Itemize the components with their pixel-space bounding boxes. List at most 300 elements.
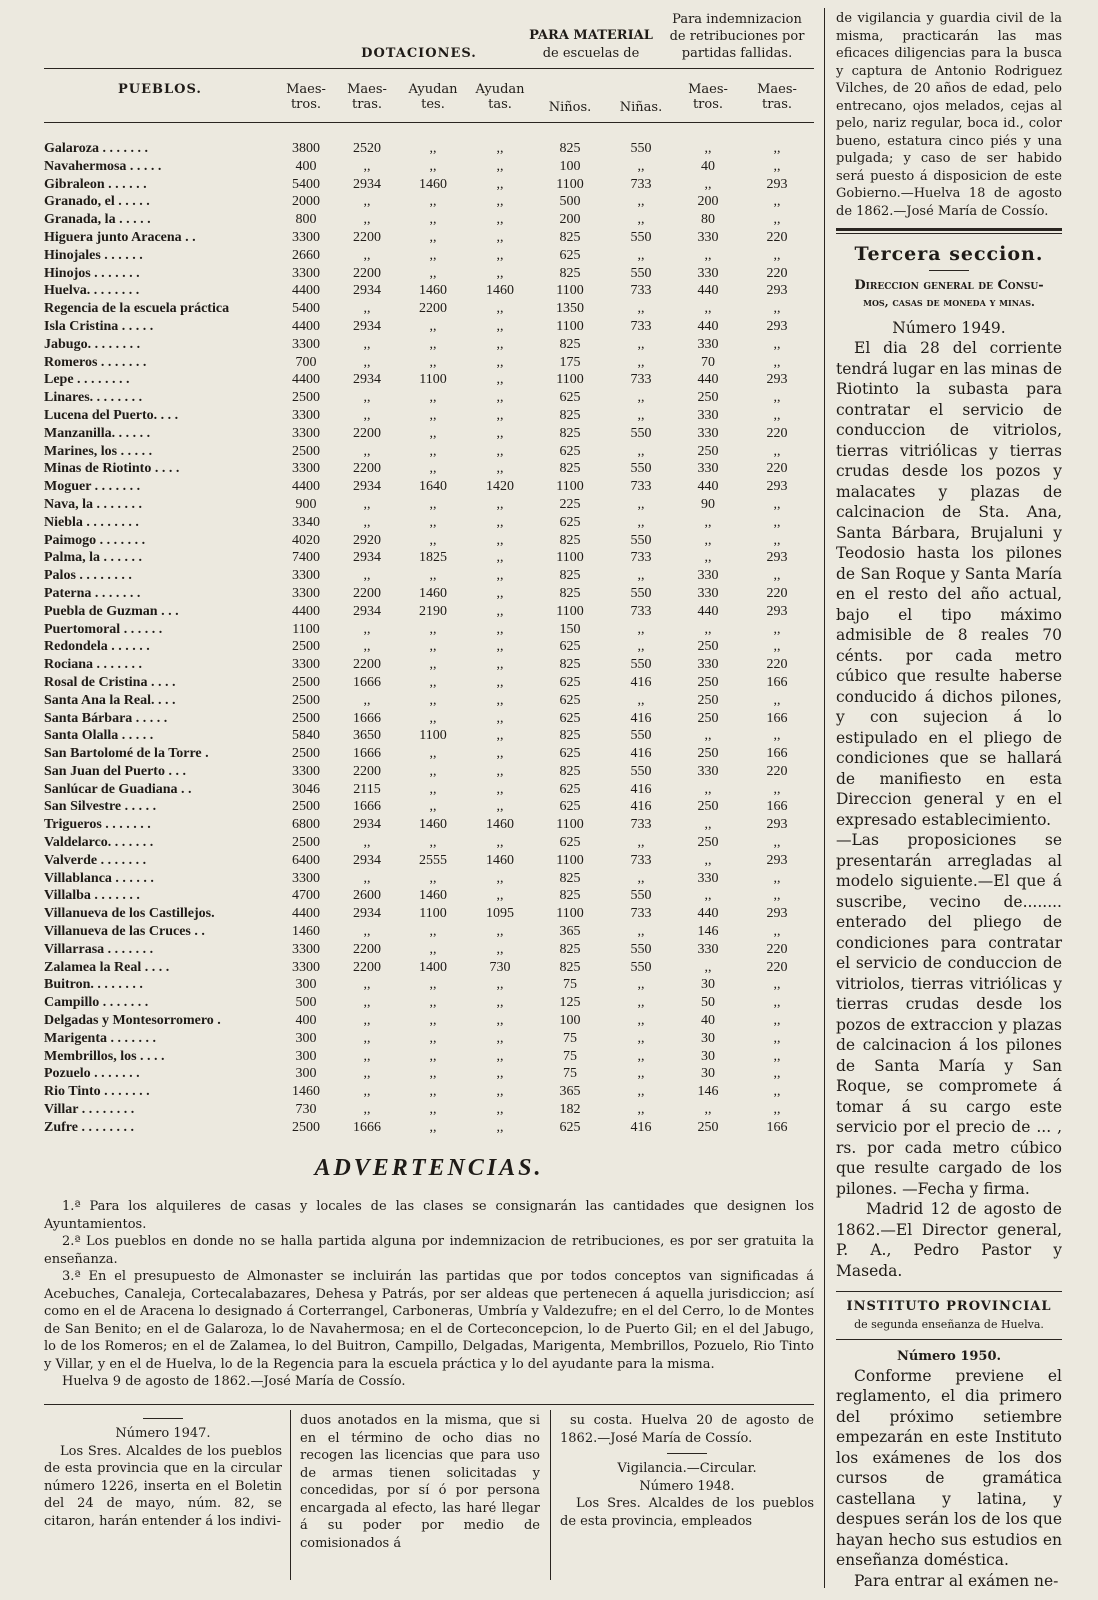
value-cell: 250 [697,1119,719,1135]
value-cell: 440 [697,603,719,619]
value-cell: ,, [496,212,504,228]
value-cell: 625 [559,692,581,708]
value-cell: 80 [701,212,715,228]
value-cell: 30 [701,977,715,993]
value-cell: ,, [496,977,504,993]
advertencia-1: 1.ª Para los alquileres de casas y locales de las clases se consignarán las cantidades que designen los Ayuntamientos. [44,1199,814,1232]
notice-1949-number: Número 1949. [892,318,1006,337]
value-cell: ,, [496,728,504,744]
value-cell: 6400 [292,852,320,868]
value-cell: ,, [429,692,437,708]
value-cell: ,, [637,1048,645,1064]
value-cell: 825 [559,229,581,245]
pueblo-name: Sanlúcar de Guadiana . . [44,781,192,797]
value-cell: 70 [701,354,715,370]
value-cell: 5840 [292,728,320,744]
value-cell: 2600 [353,888,381,904]
header-col-4: Ayudan tas. [475,82,525,112]
value-cell: 1100 [556,318,584,334]
value-cell: 2934 [353,906,381,922]
pueblo-name: Villanueva de los Castillejos. [44,906,215,922]
table-row [44,1065,812,1083]
value-cell: ,, [704,550,712,566]
value-cell: ,, [363,1102,371,1118]
value-cell: ,, [704,817,712,833]
value-cell: ,, [637,621,645,637]
advertencias-title: ADVERTENCIAS. [314,1155,544,1181]
value-cell: 625 [559,514,581,530]
value-cell: ,, [496,621,504,637]
value-cell: 2200 [353,229,381,245]
value-cell: ,, [363,1013,371,1029]
pueblo-name: Puebla de Guzman . . . [44,603,179,619]
value-cell: ,, [363,621,371,637]
pueblo-name: Villarrasa . . . . . . . [44,941,154,957]
table-row [44,265,812,283]
value-cell: 825 [559,461,581,477]
value-cell: ,, [429,568,437,584]
value-cell: ,, [496,1048,504,1064]
value-cell: ,, [496,461,504,477]
value-cell: 1666 [353,1119,381,1135]
value-cell: ,, [496,603,504,619]
pueblo-name: Moguer . . . . . . . [44,479,141,495]
value-cell: 550 [630,657,652,673]
pueblo-name: Campillo . . . . . . . [44,995,149,1011]
notice-1949-text: El dia 28 del corriente tendrá lugar en las minas de Riotinto la subasta para contratar el servicio de conduccion de vitriolos, tierras vitriólicas y tierras crudas desde los pozos y malacates y plazas de calcinacion de Sta. Ana, Santa Bárbara, Brujaluni y Teodosio hasta los pilones de San Roque y Santa María en el resto del año actual, bajo el tipo máximo admisible de 8 reales 70 cénts. por cada metro cúbico que resulte haberse conducido á dichos pilones, y con sujecion á lo estipulado en el pliego de condiciones que se hallará de manifiesto en esta Direccion general y en el expresado establecimiento. [836,339,1062,829]
value-cell: 1825 [419,550,447,566]
value-cell: 550 [630,941,652,957]
value-cell: 293 [766,283,788,299]
section-title: Tercera seccion. [854,243,1044,265]
table-row [44,674,812,692]
header-indemn-1: Para indemnizacion [672,12,802,27]
value-cell: ,, [363,390,371,406]
value-cell: 220 [766,461,788,477]
instituto-subtitle: de segunda enseñanza de Huelva. [854,1317,1044,1331]
value-cell: 3300 [292,763,320,779]
pueblo-name: Nava, la . . . . . . . [44,496,142,512]
value-cell: ,, [363,354,371,370]
value-cell: 2934 [353,479,381,495]
value-cell: ,, [429,1066,437,1082]
header-pueblos: PUEBLOS. [118,82,202,97]
table-row [44,478,812,496]
table-row [44,1083,812,1101]
table-row [44,976,812,994]
value-cell: ,, [429,354,437,370]
table-row [44,870,812,888]
value-cell: 2934 [353,283,381,299]
value-cell: ,, [429,496,437,512]
value-cell: ,, [429,835,437,851]
value-cell: 550 [630,532,652,548]
value-cell: 5400 [292,176,320,192]
pueblo-name: Delgadas y Montesorromero . [44,1013,221,1029]
value-cell: 416 [630,799,652,815]
value-cell: ,, [637,247,645,263]
table-row [44,158,812,176]
value-cell: 220 [766,941,788,957]
value-cell: 220 [766,657,788,673]
table-row [44,763,812,781]
value-cell: 2200 [353,657,381,673]
value-cell: ,, [773,639,781,655]
value-cell: ,, [704,781,712,797]
value-cell: 250 [697,746,719,762]
pueblo-name: Villalba . . . . . . . [44,888,140,904]
value-cell: 330 [697,265,719,281]
value-cell: 330 [697,568,719,584]
value-cell: 625 [559,1119,581,1135]
value-cell: 146 [697,1084,719,1100]
table-row [44,1101,812,1119]
value-cell: 2555 [419,852,447,868]
value-cell: ,, [637,496,645,512]
value-cell: 166 [766,1119,788,1135]
value-cell: ,, [363,1030,371,1046]
value-cell: 1100 [419,728,447,744]
value-cell: ,, [637,835,645,851]
value-cell: ,, [496,407,504,423]
value-cell: 293 [766,176,788,192]
pueblo-name: San Bartolomé de la Torre . [44,746,209,762]
pueblo-name: Rio Tinto . . . . . . . [44,1084,150,1100]
table-row [44,692,812,710]
value-cell: 400 [295,158,317,174]
value-cell: ,, [704,852,712,868]
value-cell: 1460 [419,817,447,833]
vigilancia-heading: Vigilancia.—Circular. [617,1461,757,1476]
value-cell: ,, [496,158,504,174]
value-cell: ,, [363,835,371,851]
value-cell: 4400 [292,372,320,388]
value-cell: 440 [697,372,719,388]
value-cell: 166 [766,799,788,815]
notice-1947-signature: su costa. Huelva 20 de agosto de 1862.—José María de Cossío. [560,1413,814,1446]
value-cell: 800 [295,212,317,228]
value-cell: 3300 [292,265,320,281]
table-row [44,567,812,585]
value-cell: ,, [773,301,781,317]
value-cell: ,, [496,425,504,441]
value-cell: ,, [429,1119,437,1135]
header-col-3: Ayudan tes. [408,82,458,112]
value-cell: ,, [496,550,504,566]
value-cell: ,, [496,496,504,512]
value-cell: ,, [363,194,371,210]
value-cell: 1095 [486,906,514,922]
value-cell: 1400 [419,959,447,975]
value-cell: 625 [559,746,581,762]
pueblo-name: Jabugo. . . . . . . . [44,336,141,352]
value-cell: ,, [363,336,371,352]
value-cell: 100 [559,1013,581,1029]
value-cell: 2500 [292,835,320,851]
value-cell: ,, [704,728,712,744]
value-cell: 125 [559,995,581,1011]
value-cell: 250 [697,710,719,726]
value-cell: 2500 [292,710,320,726]
value-cell: ,, [704,621,712,637]
value-cell: ,, [363,977,371,993]
table-row [44,638,812,656]
value-cell: 4400 [292,318,320,334]
table-row [44,798,812,816]
value-cell: 2500 [292,639,320,655]
value-cell: ,, [773,1030,781,1046]
value-cell: 6800 [292,817,320,833]
value-cell: 825 [559,568,581,584]
value-cell: ,, [637,390,645,406]
value-cell: ,, [496,835,504,851]
pueblo-name: Isla Cristina . . . . . [44,318,154,334]
value-cell: 293 [766,852,788,868]
value-cell: ,, [704,141,712,156]
table-row [44,318,812,336]
table-row [44,336,812,354]
value-cell: 825 [559,888,581,904]
pueblo-name: Paterna . . . . . . . [44,585,141,601]
table-row [44,585,812,603]
value-cell: ,, [637,1084,645,1100]
value-cell: ,, [496,443,504,459]
value-cell: 2000 [292,194,320,210]
value-cell: ,, [637,354,645,370]
header-col-1: Maes- tros. [286,82,326,112]
table-row [44,549,812,567]
pueblo-name: San Silvestre . . . . . [44,799,157,815]
value-cell: 2200 [353,585,381,601]
value-cell: ,, [429,799,437,815]
pueblo-name: Valverde . . . . . . . [44,852,147,868]
captura-notice: de vigilancia y guardia civil de la misma, practicarán las mas eficaces diligencias para la busca y captura de Antonio Rodriguez Vilches, de 20 años de edad, pelo entrecano, ojos melados, cejas al pelo, nariz regular, boca id., color bueno, estatura cinco piés y una pulgada; y caso de ser habido será puesto á disposicion de este Gobierno.—Huelva 18 de agosto de 1862.—José María de Cossío. [836,11,1062,219]
value-cell: 330 [697,657,719,673]
notice-1950-cont: Para entrar al exámen ne- [854,1571,1059,1590]
value-cell: ,, [773,1048,781,1064]
value-cell: ,, [637,995,645,1011]
value-cell: 1100 [419,906,447,922]
value-cell: ,, [773,141,781,156]
value-cell: ,, [773,1013,781,1029]
header-indemn-2: de retribuciones por [669,29,805,44]
pueblo-name: Santa Ana la Real. . . . [44,692,176,708]
value-cell: ,, [637,194,645,210]
table-row [44,532,812,550]
value-cell: 5400 [292,301,320,317]
value-cell: ,, [773,621,781,637]
pueblo-name: San Juan del Puerto . . . [44,763,186,779]
value-cell: 733 [630,603,652,619]
value-cell: ,, [637,977,645,993]
value-cell: ,, [496,176,504,192]
value-cell: 75 [563,1048,577,1064]
value-cell: ,, [637,568,645,584]
value-cell: 2520 [353,141,381,156]
value-cell: 1666 [353,799,381,815]
notice-1949-model: —Las proposiciones se presentarán arregladas al modelo siguiente.—El que á suscribe, vecino de........ enterado del pliego de condiciones para contratar el servicio de conduccion de vitriolos, tierras vitriólicas y tierras crudas desde los pozos de extraccion y plazas de calcinacion á los pilones de Santa María y San Roque, se compromete á tomar á su cargo este servicio por el precio de ... , rs. por cada metro cúbico que resulte cargado de los pilones. —Fecha y firma. [836,831,1062,1198]
instituto-title: INSTITUTO PROVINCIAL [846,1299,1052,1314]
value-cell: ,, [429,941,437,957]
value-cell: ,, [363,995,371,1011]
value-cell: 1420 [486,479,514,495]
value-cell: ,, [773,728,781,744]
value-cell: 2934 [353,372,381,388]
value-cell: 300 [295,1066,317,1082]
value-cell: 1460 [292,1084,320,1100]
pueblo-name: Lepe . . . . . . . . [44,372,130,388]
value-cell: ,, [773,443,781,459]
value-cell: 2200 [353,959,381,975]
value-cell: ,, [363,568,371,584]
pueblo-name: Granada, la . . . . . [44,212,151,228]
value-cell: 825 [559,265,581,281]
value-cell: ,, [704,301,712,317]
value-cell: 293 [766,603,788,619]
pueblo-name: Huelva. . . . . . . . [44,283,140,299]
value-cell: 182 [559,1102,581,1118]
pueblo-name: Marigenta . . . . . . . [44,1030,156,1046]
table-row [44,727,812,745]
value-cell: ,, [496,639,504,655]
value-cell: 166 [766,746,788,762]
value-cell: 2500 [292,443,320,459]
value-cell: ,, [496,265,504,281]
value-cell: ,, [773,247,781,263]
value-cell: 293 [766,817,788,833]
advertencia-3: 3.ª En el presupuesto de Almonaster se incluirán las partidas que por todos conceptos van significadas á Acebuches, Canaleja, Cortecalabazares, Dehesa y Patrás, por ser aldeas que pertenecen á aquella jurisdiccion; así como en el de Aracena lo designado á Corterrangel, Carboneras, Umbría y Valdezufre; en el del Cerro, lo de Montes de San Benito; en el de Galaroza, lo de Navahermosa; en el de Corteconcepcion, lo de Puerto Gil; en el del Jabugo, lo de los Romeros; en el de Zalamea, lo del Buitron, Campillo, Delgadas, Marigenta, Membrillos, Pozuelo, Rio Tinto y Villar, y en el de Huelva, lo de la Regencia para la escuela práctica y lo del ayudante para la misma. [44,1269,814,1372]
table-row [44,282,812,300]
value-cell: ,, [773,870,781,886]
value-cell: 550 [630,763,652,779]
value-cell: 550 [630,585,652,601]
pueblo-name: Membrillos, los . . . . [44,1048,165,1064]
value-cell: 1100 [556,550,584,566]
value-cell: ,, [429,407,437,423]
value-cell: ,, [363,496,371,512]
value-cell: 30 [701,1048,715,1064]
value-cell: 733 [630,906,652,922]
table-row [44,514,812,532]
value-cell: 3800 [292,141,320,156]
value-cell: ,, [429,1030,437,1046]
value-cell: 2660 [292,247,320,263]
value-cell: ,, [363,1066,371,1082]
value-cell: 2190 [419,603,447,619]
value-cell: ,, [496,568,504,584]
value-cell: 2934 [353,852,381,868]
value-cell: 300 [295,1048,317,1064]
value-cell: 220 [766,229,788,245]
pueblo-name: Zalamea la Real . . . . [44,959,170,975]
value-cell: 3300 [292,336,320,352]
value-cell: 3300 [292,941,320,957]
value-cell: ,, [704,247,712,263]
value-cell: ,, [496,1102,504,1118]
value-cell: 220 [766,265,788,281]
value-cell: ,, [496,1066,504,1082]
table-row [44,354,812,372]
value-cell: ,, [496,941,504,957]
direccion-line-1: Direccion general de Consu- [854,277,1044,293]
value-cell: 416 [630,710,652,726]
value-cell: 30 [701,1030,715,1046]
value-cell: 700 [295,354,317,370]
pueblo-name: Lucena del Puerto. . . . [44,407,179,423]
value-cell: ,, [496,1119,504,1135]
value-cell: ,, [363,407,371,423]
value-cell: ,, [773,924,781,940]
value-cell: 30 [701,1066,715,1082]
pueblo-name: Redondela . . . . . . [44,639,150,655]
pueblo-name: Marines, los . . . . . [44,443,153,459]
value-cell: 416 [630,746,652,762]
table-row [44,389,812,407]
value-cell: 75 [563,977,577,993]
table-row [44,923,812,941]
value-cell: 825 [559,585,581,601]
notice-1949-signature: Madrid 12 de agosto de 1862.—El Director general, P. A., Pedro Pastor y Maseda. [836,1200,1062,1280]
value-cell: ,, [704,888,712,904]
value-cell: 1100 [556,372,584,388]
value-cell: ,, [773,407,781,423]
value-cell: ,, [363,247,371,263]
value-cell: 4400 [292,603,320,619]
value-cell: ,, [637,870,645,886]
value-cell: 825 [559,407,581,423]
value-cell: ,, [429,657,437,673]
value-cell: 250 [697,390,719,406]
value-cell: 1100 [556,906,584,922]
value-cell: 550 [630,265,652,281]
value-cell: 1100 [556,283,584,299]
value-cell: 2200 [353,425,381,441]
value-cell: ,, [429,639,437,655]
value-cell: ,, [773,1102,781,1118]
value-cell: ,, [773,1084,781,1100]
value-cell: 550 [630,888,652,904]
value-cell: 4700 [292,888,320,904]
value-cell: 400 [295,1013,317,1029]
table-row [44,247,812,265]
table-row [44,816,812,834]
value-cell: ,, [496,229,504,245]
value-cell: 250 [697,443,719,459]
table-row [44,371,812,389]
value-cell: ,, [429,514,437,530]
value-cell: 1460 [419,176,447,192]
value-cell: 440 [697,479,719,495]
value-cell: ,, [363,301,371,317]
value-cell: ,, [773,194,781,210]
value-cell: ,, [429,674,437,690]
value-cell: ,, [496,390,504,406]
value-cell: ,, [429,461,437,477]
value-cell: ,, [773,977,781,993]
value-cell: 150 [559,621,581,637]
value-cell: 2500 [292,674,320,690]
value-cell: ,, [496,692,504,708]
value-cell: 50 [701,995,715,1011]
value-cell: 825 [559,425,581,441]
value-cell: ,, [429,318,437,334]
value-cell: ,, [637,1013,645,1029]
value-cell: 293 [766,318,788,334]
value-cell: ,, [773,354,781,370]
bottom-col-3 [560,1412,814,1530]
value-cell: 250 [697,835,719,851]
table-row [44,1012,812,1030]
